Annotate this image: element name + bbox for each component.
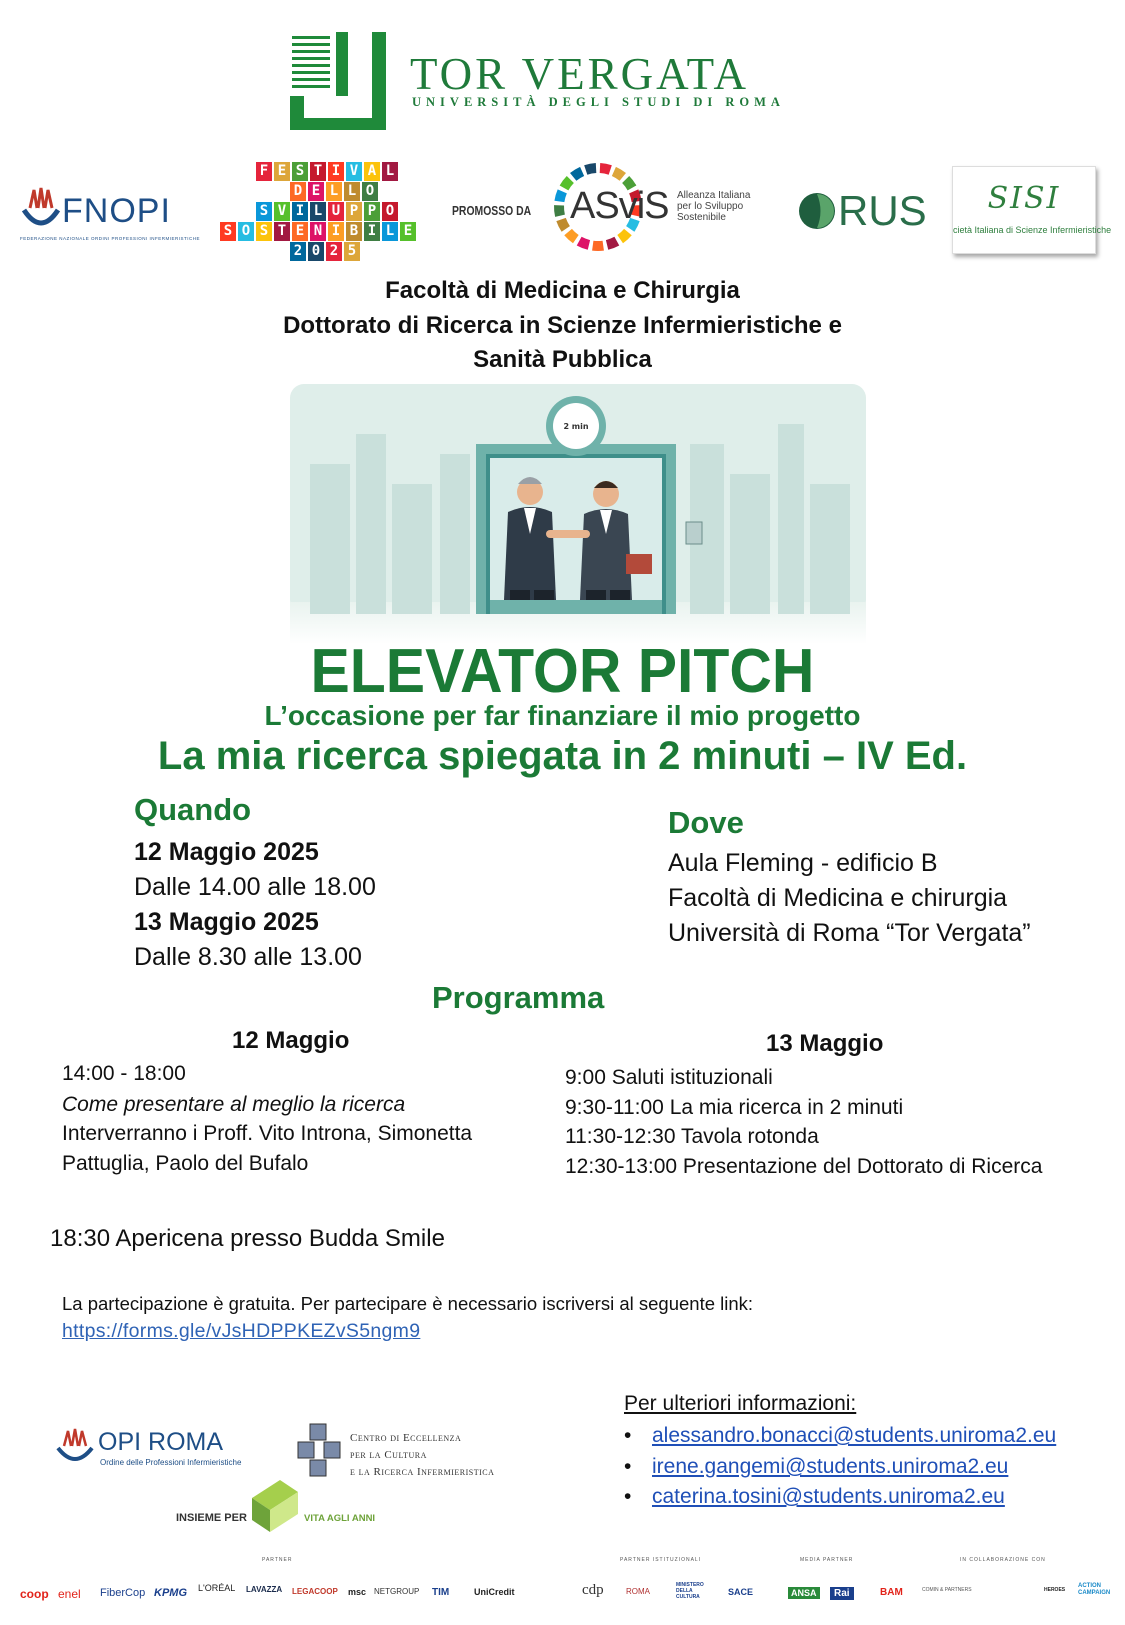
festival-letter: P [346,202,362,221]
festival-letter: F [256,162,272,181]
program-item: 9:00 Saluti istituzionali [565,1066,773,1089]
festival-letter: S [292,162,308,181]
festival-letter: S [256,202,272,221]
festival-letter: T [274,222,290,241]
svg-text:2 min: 2 min [563,422,589,431]
festival-letter: L [326,182,342,201]
tor-vergata-logo-icon [290,32,386,130]
festival-letter: 5 [344,242,360,261]
program-day2-heading: 13 Maggio [766,1030,884,1057]
sponsor-logo: COMIN & PARTNERS [922,1587,972,1593]
festival-sviluppo-sostenibile-logo [220,162,434,264]
fnopi-logo-icon [20,186,62,234]
festival-letter: V [346,162,362,181]
contact-email-item [624,1424,1056,1448]
sdg-wheel-segment [556,218,570,232]
fnopi-subtitle: FEDERAZIONE NAZIONALE ORDINI PROFESSIONI INFERMIERISTICHE [20,236,201,241]
rus-logo-icon [798,192,836,230]
evening-event: 18:30 Apericena presso Budda Smile [50,1225,445,1252]
sdg-wheel-segment [617,229,631,243]
program-day1-speakers: Interverranno i Proff. Vito Introna, Simonetta [62,1122,473,1145]
festival-letter: A [364,162,380,181]
sponsor-logo: ACTION CAMPAIGN [1078,1583,1111,1596]
vita-agli-anni-label: VITA AGLI ANNI [304,1513,376,1524]
festival-letter: O [362,182,378,201]
day2-date: 13 Maggio 2025 [134,908,319,936]
ceri-name: Centro di Eccellenza per la Cultura e la Ricerca Infermieristica [350,1432,495,1478]
sponsor-logo: coop [20,1587,49,1601]
festival-letter: E [400,222,416,241]
festival-letter: I [328,222,344,241]
sponsor-logo: enel [58,1587,81,1601]
strip-label-media: MEDIA PARTNER [800,1557,854,1563]
festival-letter: L [310,202,326,221]
university-name: TOR VERGATA [410,49,750,99]
ceri-cubes-icon [296,1422,342,1478]
sdg-wheel-segment [564,229,578,243]
festival-letter: E [308,182,324,201]
sisi-subtitle: cietà Italiana di Scienze Infermieristiche [953,225,1112,235]
sponsor-logo: cdp [582,1582,604,1598]
program-item: 12:30-13:00 Presentazione del Dottorato di Ricerca [565,1155,1043,1178]
strip-label-collaboration: IN COLLABORAZIONE CON [960,1557,1046,1563]
rus-name: RUS [838,187,927,234]
elevator-handshake-illustration [290,384,866,644]
sdg-wheel-segment [570,167,584,181]
sdg-wheel-segment [612,167,626,181]
festival-letter: 0 [308,242,324,261]
festival-letter: V [274,202,290,221]
sponsor-logo: SACE [728,1587,754,1597]
festival-letter: L [382,222,398,241]
festival-letter: 2 [326,242,342,261]
sdg-wheel-segment [577,237,590,250]
event-subtitle: L’occasione per far finanziare il mio progetto [264,700,861,731]
festival-letter: D [290,182,306,201]
venue-room: Aula Fleming - edificio B [668,849,938,877]
festival-letter: U [328,202,344,221]
insieme-per-vita-logo-icon [250,1478,300,1534]
insieme-label: INSIEME PER [176,1512,247,1524]
festival-letter: S [220,222,236,241]
contact-email-item [624,1455,1008,1479]
day1-date: 12 Maggio 2025 [134,838,319,866]
venue-faculty: Facoltà di Medicina e chirurgia [668,884,1008,912]
sponsor-logo: NETGROUP [374,1587,420,1596]
day1-time: Dalle 14.00 alle 18.00 [134,873,376,901]
sdg-wheel-segment [606,237,619,250]
festival-letter: P [364,202,380,221]
registration-note: La partecipazione è gratuita. Per partecipare è necessario iscriversi al seguente link: [62,1293,754,1314]
strip-label-institutional: PARTNER ISTITUZIONALI [620,1557,702,1563]
festival-letter: O [382,202,398,221]
festival-letter: E [292,222,308,241]
program-heading: Programma [432,980,605,1015]
sponsor-logo: MINISTERO DELLA CULTURA [676,1582,704,1600]
contact-email-item [624,1485,1005,1509]
festival-letter: I [292,202,308,221]
contact-email-link[interactable]: alessandro.bonacci@students.uniroma2.eu [652,1424,1057,1447]
venue-university: Università di Roma “Tor Vergata” [668,919,1031,947]
registration-link[interactable]: https://forms.gle/vJsHDPPKEZvS5ngm9 [62,1320,421,1342]
sponsor-logo: L'ORÉAL [198,1583,236,1593]
opi-roma-name: OPI ROMA [98,1428,224,1456]
contact-email-link[interactable]: irene.gangemi@students.uniroma2.eu [652,1455,1009,1478]
festival-letter: O [238,222,254,241]
sponsor-logo: TIM [432,1587,450,1598]
bullet: • [624,1485,632,1508]
sponsor-logo: LAVAZZA [246,1585,283,1594]
festival-letter: L [344,182,360,201]
program-day1-time: 14:00 - 18:00 [62,1062,186,1085]
sdg-wheel-segment [592,241,604,251]
festival-letter: S [256,222,272,241]
fnopi-name: FNOPI [62,192,171,230]
sdg-wheel-segment [554,205,565,217]
festival-letter: L [382,162,398,181]
promoted-by-label: PROMOSSO DA [452,203,532,218]
sponsor-logo: KPMG [154,1587,187,1599]
asvis-subtitle: Alleanza Italiana per lo Sviluppo Sostenibile [677,190,751,223]
university-subtitle: UNIVERSITÀ DEGLI STUDI DI ROMA [412,95,785,109]
sponsor-logo: msc [348,1587,367,1597]
phd-program-line2: Sanità Pubblica [473,346,652,373]
sisi-name: SISI [987,181,1061,216]
opi-roma-subtitle: Ordine delle Professioni Infermieristiche [100,1458,242,1467]
program-item: 9:30-11:00 La mia ricerca in 2 minuti [565,1096,904,1119]
event-tagline: La mia ricerca spiegata in 2 minuti – IV Ed. [157,734,968,778]
sisi-logo [952,166,1112,254]
sponsor-logo: ANSA [788,1587,820,1599]
festival-letter: T [310,162,326,181]
sponsor-logo: UniCredit [474,1587,515,1597]
opi-roma-logo-icon [54,1428,96,1468]
when-heading: Quando [134,792,252,827]
bullet: • [624,1424,632,1447]
sponsor-logo: HEROES [1044,1587,1066,1593]
day2-time: Dalle 8.30 alle 13.00 [134,943,362,971]
event-title: ELEVATOR PITCH [310,637,815,706]
sdg-wheel-segment [600,163,612,175]
program-day1-speakers-cont: Pattuglia, Paolo del Bufalo [62,1152,309,1175]
contact-email-link[interactable]: caterina.tosini@students.uniroma2.eu [652,1485,1005,1508]
asvis-name: ASviS [570,185,669,227]
sdg-wheel-segment [554,189,566,202]
festival-letter: I [328,162,344,181]
sponsor-logo: FiberCop [100,1587,146,1599]
sponsor-logo: BAM [880,1587,903,1598]
strip-label-partner: PARTNER [262,1557,293,1563]
program-day1-topic: Come presentare al meglio la ricerca [62,1093,406,1116]
program-item: 11:30-12:30 Tavola rotonda [565,1125,819,1148]
bullet: • [624,1455,632,1478]
more-info-heading: Per ulteriori informazioni: [624,1392,857,1415]
festival-letter: I [364,222,380,241]
phd-program-line1: Dottorato di Ricerca in Scienze Infermieristiche e [283,312,842,339]
festival-letter: 2 [290,242,306,261]
festival-letter: B [346,222,362,241]
where-heading: Dove [668,805,744,840]
sponsor-logo: LEGACOOP [292,1587,338,1596]
sponsor-logo: Rai [830,1587,854,1600]
sdg-wheel-segment [584,163,596,175]
festival-letter: N [310,222,326,241]
festival-letter: E [274,162,290,181]
program-day1-heading: 12 Maggio [232,1027,350,1054]
faculty-name: Facoltà di Medicina e Chirurgia [385,277,740,304]
sponsor-logo: ROMA [626,1587,650,1596]
